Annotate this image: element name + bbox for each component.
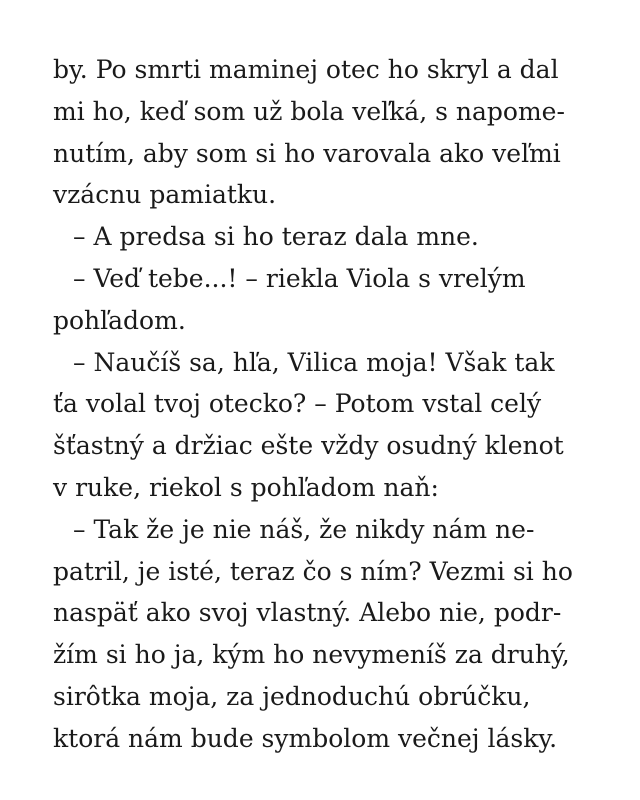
- text-line: žím si ho ja, kým ho nevymeníš za druhý,: [53, 640, 570, 670]
- text-line: naspäť ako svoj vlastný. Alebo nie, podr-: [53, 598, 562, 628]
- text-line: – Naučíš sa, hľa, Vilica moja! Však tak: [73, 347, 555, 377]
- text-line: ťa volal tvoj otecko? – Potom vstal celý: [53, 389, 542, 419]
- text-line: vzácnu pamiatku.: [53, 180, 277, 210]
- text-line: v ruke, riekol s pohľadom naň:: [53, 472, 439, 502]
- text-line: by. Po smrti maminej otec ho skryl a dal: [53, 55, 559, 84]
- text-line: – A predsa si ho teraz dala mne.: [73, 222, 479, 252]
- text-line: patril, je isté, teraz čo s ním? Vezmi si ho: [53, 556, 573, 586]
- text-line: pohľadom.: [53, 305, 186, 335]
- page-text: [53, 49, 600, 760]
- text-line: ktorá nám bude symbolom večnej lásky.: [53, 723, 558, 753]
- text-line: – Tak že je nie náš, že nikdy nám ne-: [73, 514, 535, 544]
- text-line: nutím, aby som si ho varovala ako veľmi: [53, 138, 561, 168]
- text-line: – Veď tebe...! – riekla Viola s vrelým: [73, 263, 526, 293]
- text-line: mi ho, keď som už bola veľká, s napome-: [53, 96, 565, 126]
- text-line: šťastný a držiac ešte vždy osudný klenot: [53, 431, 564, 461]
- text-line: sirôtka moja, za jednoduchú obrúčku,: [53, 681, 531, 711]
